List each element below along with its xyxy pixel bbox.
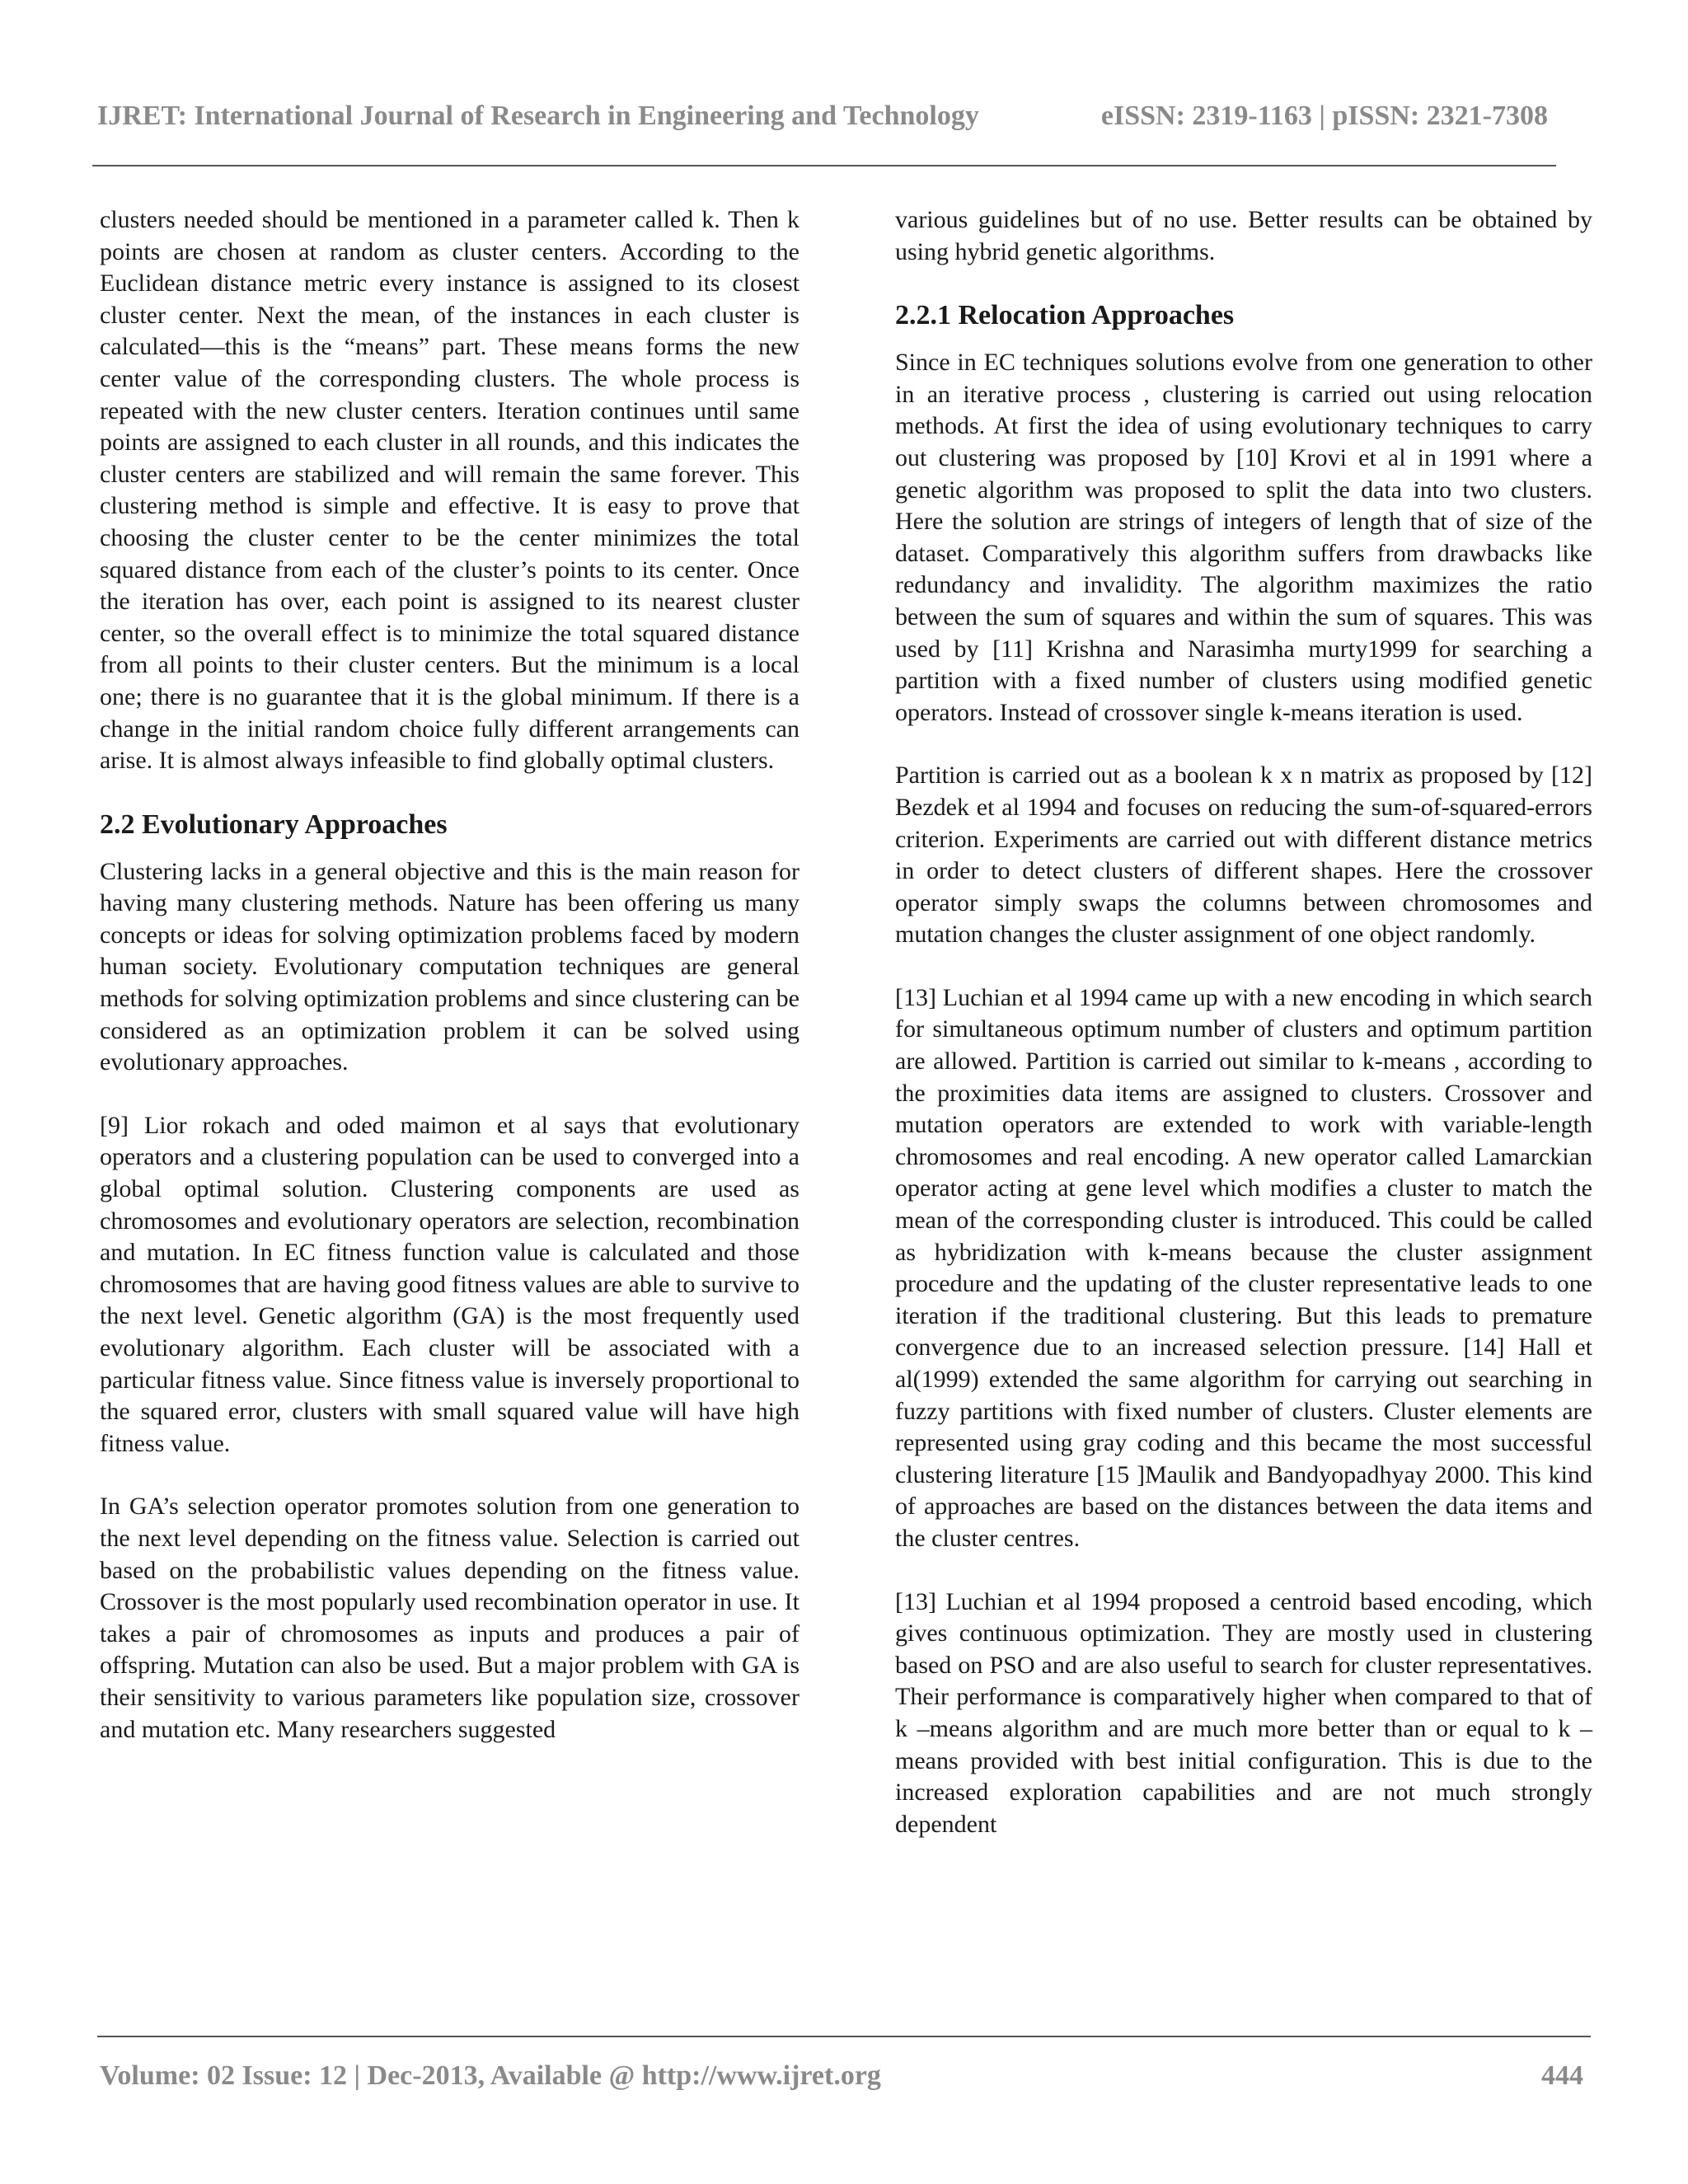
running-footer bbox=[100, 2060, 1583, 2092]
page-number: 444 bbox=[1541, 2060, 1583, 2091]
left-column bbox=[100, 204, 799, 1746]
paragraph: various guidelines but of no use. Better results can be obtained by using hybrid genetic algorithms. bbox=[895, 206, 1592, 265]
running-header bbox=[97, 101, 1548, 132]
footer-divider bbox=[97, 2036, 1591, 2037]
paragraph: In GA’s selection operator promotes solution from one generation to the next level depending on the fitness value. Selection is carried out based on the probabilistic values depending on the fitness value. Crossover is the most popularly used recombination operator in use. It takes a pair of chromosomes as inputs and produces a pair of offspring. Mutation can also be used. But a major problem with GA is their sensitivity to various parameters like population size, crossover and mutation etc. Many researchers suggested bbox=[100, 1493, 799, 1743]
right-column bbox=[895, 204, 1592, 1840]
paragraph: Partition is carried out as a boolean k x n matrix as proposed by [12] Bezdek et al 1994 and focuses on reducing the sum-of-squared-errors criterion. Experiments are carried out with different distance metrics in order to detect clusters of different shapes. Here the crossover operator simply swaps the columns between chromosomes and mutation changes the cluster assignment of one object randomly. bbox=[895, 762, 1592, 949]
paragraph: [9] Lior rokach and oded maimon et al says that evolutionary operators and a clustering population can be used to converged into a global optimal solution. Clustering components are used as chromosomes and evolutionary operators are selection, recombination and mutation. In EC fitness function value is calculated and those chromosomes that are having good fitness values are able to survive to the next level. Genetic algorithm (GA) is the most frequently used evolutionary algorithm. Each cluster will be associated with a particular fitness value. Since fitness value is inversely proportional to the squared error, clusters with small squared value will have high fitness value. bbox=[100, 1111, 799, 1457]
paragraph: clusters needed should be mentioned in a parameter called k. Then k points are chosen at random as cluster centers. According to the Euclidean distance metric every instance is assigned to its closest cluster center. Next the mean, of the instances in each cluster is calculated—this is the “means” part. These means forms the new center value of the corresponding clusters. The whole process is repeated with the new cluster centers. Iteration continues until same points are assigned to each cluster in all rounds, and this indicates the cluster centers are stabilized and will remain the same forever. This clustering method is simple and effective. It is easy to prove that choosing the cluster center to be the center minimizes the total squared distance from each of the cluster’s points to its center. Once the iteration has over, each point is assigned to its nearest cluster center, so the overall effect is to minimize the total squared distance from all points to their cluster centers. But the minimum is a local one; there is no guarantee that it is the global minimum. If there is a change in the initial random choice fully different arrangements can arise. It is almost always infeasible to find globally optimal clusters. bbox=[100, 206, 799, 775]
header-divider bbox=[92, 165, 1556, 166]
paragraph: [13] Luchian et al 1994 came up with a new encoding in which search for simultaneous optimum number of clusters and optimum partition are allowed. Partition is carried out similar to k-means , according to the proximities data items are assigned to clusters. Crossover and mutation operators are extended to work with variable-length chromosomes and real encoding. A new operator called Lamarckian operator acting at gene level which modifies a cluster to match the mean of the corresponding cluster is introduced. This could be called as hybridization with k-means because the cluster assignment procedure and the updating of the cluster representative leads to one iteration if the traditional clustering. But this leads to premature convergence due to an increased selection pressure. [14] Hall et al(1999) extended the same algorithm for carrying out searching in fuzzy partitions with fixed number of clusters. Cluster elements are represented using gray coding and this became the most successful clustering literature [15 ]Maulik and Bandyopadhyay 2000. This kind of approaches are based on the distances between the data items and the cluster centres. bbox=[895, 983, 1592, 1552]
section-heading-2-2-1: 2.2.1 Relocation Approaches bbox=[895, 300, 1235, 331]
paragraph: Clustering lacks in a general objective and this is the main reason for having many clustering methods. Nature has been offering us many concepts or ideas for solving optimization problems faced by modern human society. Evolutionary computation techniques are general methods for solving optimization problems and since clustering can be considered as an optimization problem it can be solved using evolutionary approaches. bbox=[100, 857, 799, 1076]
paragraph: Since in EC techniques solutions evolve from one generation to other in an iterative process , clustering is carried out using relocation methods. At first the idea of using evolutionary techniques to carry out clustering was proposed by [10] Krovi et al in 1991 where a genetic algorithm was proposed to split the data into two clusters. Here the solution are strings of integers of length that of size of the dataset. Comparatively this algorithm suffers from drawbacks like redundancy and invalidity. The algorithm maximizes the ratio between the sum of squares and within the sum of squares. This was used by [11] Krishna and Narasimha murty1999 for searching a partition with a fixed number of clusters using modified genetic operators. Instead of crossover single k-means iteration is used. bbox=[895, 349, 1592, 726]
section-heading-2-2: 2.2 Evolutionary Approaches bbox=[100, 808, 448, 840]
volume-info: Volume: 02 Issue: 12 | Dec-2013, Available @ http://www.ijret.org bbox=[100, 2060, 881, 2091]
issn-info: eISSN: 2319-1163 | pISSN: 2321-7308 bbox=[1100, 101, 1548, 131]
journal-title: IJRET: International Journal of Research in Engineering and Technology bbox=[97, 101, 979, 131]
paragraph: [13] Luchian et al 1994 proposed a centroid based encoding, which gives continuous optimization. They are mostly used in clustering based on PSO and are also useful to search for cluster representatives. Their performance is comparatively higher when compared to that of k –means algorithm and are much more better than or equal to k –means provided with best initial configuration. This is due to the increased exploration capabilities and are not much strongly dependent bbox=[895, 1587, 1592, 1838]
